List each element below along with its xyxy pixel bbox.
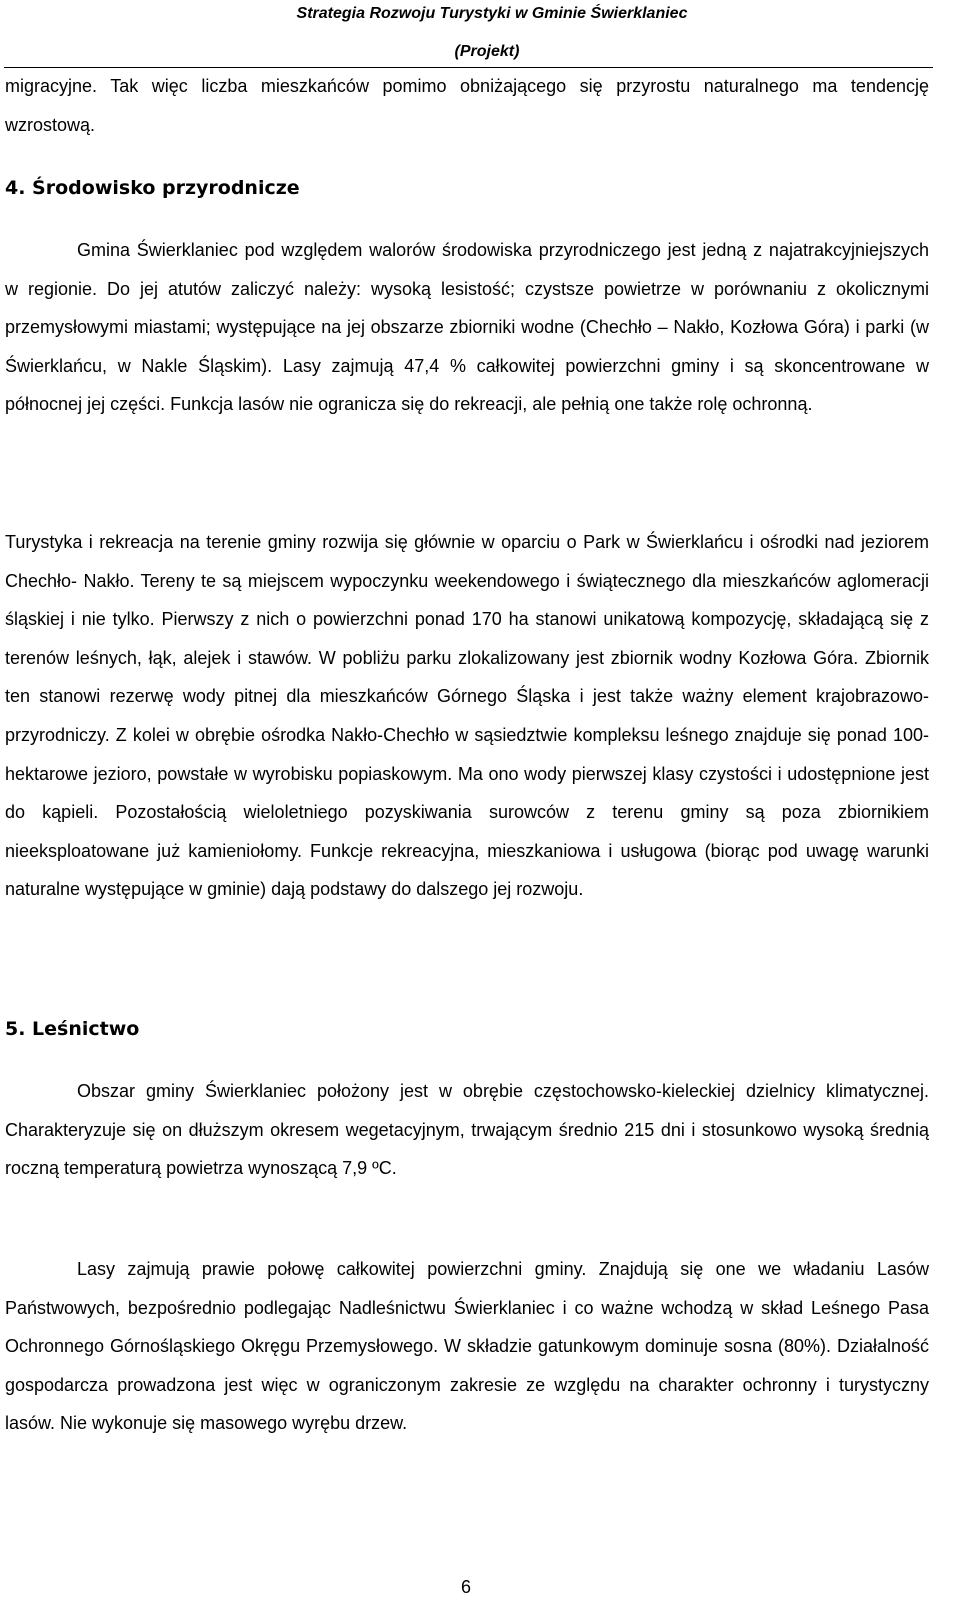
- section-body-forestry-2: [5, 1250, 929, 1443]
- section-body-environment-1: [5, 231, 929, 424]
- paragraph: Turystyka i rekreacja na terenie gminy rozwija się głównie w oparciu o Park w Świerklańcu i ośrodki nad jeziorem Chechło- Nakło. Tereny te są miejscem wypoczynku weekendowego i świątecznego dla mieszkańców aglomeracji śląskiej i nie tylko. Pierwszy z nich o powierzchni ponad 170 ha stanowi unikatową kompozycję, składającą się z terenów leśnych, łąk, alejek i stawów. W pobliżu parku zlokalizowany jest zbiornik wodny Kozłowa Góra. Zbiornik ten stanowi rezerwę wody pitnej dla mieszkańców Górnego Śląska i jest także ważny element krajobrazowo-przyrodniczy. Z kolei w obrębie ośrodka Nakło-Chechło w sąsiedztwie kompleksu leśnego znajduje się ponad 100-hektarowe jezioro, powstałe w wyrobisku popiaskowym. Ma ono wody pierwszej klasy czystości i udostępnione jest do kąpieli. Pozostałością wieloletniego pozyskiwania surowców z terenu gminy są poza zbiornikiem nieeksploatowane już kamieniołomy. Funkcje rekreacyjna, mieszkaniowa i usługowa (biorąc pod uwagę warunki naturalne występujące w gminie) dają podstawy do dalszego jej rozwoju.: [5, 532, 929, 900]
- intro-paragraph-block: [5, 67, 929, 144]
- section-body-environment-2: [5, 523, 929, 909]
- header-subtitle: (Projekt): [454, 43, 520, 60]
- section-heading-forestry: 5. Leśnictwo: [5, 1018, 140, 1040]
- paragraph: Obszar gminy Świerklaniec położony jest w obrębie częstochowsko-kieleckiej dzielnicy klimatycznej. Charakteryzuje się on dłuższym okresem wegetacyjnym, trwającym średnio 215 dni i stosunkowo wysoką średnią roczną temperaturą powietrza wynoszącą 7,9 ºC.: [5, 1081, 929, 1179]
- paragraph: Lasy zajmują prawie połowę całkowitej powierzchni gminy. Znajdują się one we władaniu Lasów Państwowych, bezpośrednio podlegając Nadleśnictwu Świerklaniec i co ważne wchodzą w skład Leśnego Pasa Ochronnego Górnośląskiego Okręgu Przemysłowego. W składzie gatunkowym dominuje sosna (80%). Działalność gospodarcza prowadzona jest więc w ograniczonym zakresie ze względu na charakter ochronny i turystyczny lasów. Nie wykonuje się masowego wyrębu drzew.: [5, 1259, 929, 1434]
- section-body-forestry-1: [5, 1072, 929, 1188]
- paragraph: Gmina Świerklaniec pod względem walorów środowiska przyrodniczego jest jedną z najatrakcyjniejszych w regionie. Do jej atutów zaliczyć należy: wysoką lesistość; czystsze powietrze w porównaniu z okolicznymi przemysłowymi miastami; występujące na jej obszarze zbiorniki wodne (Chechło – Nakło, Kozłowa Góra) i parki (w Świerklańcu, w Nakle Śląskim). Lasy zajmują 47,4 % całkowitej powierzchni gminy i są skoncentrowane w północnej jej części. Funkcja lasów nie ogranicza się do rekreacji, ale pełnią one także rolę ochronną.: [5, 240, 929, 415]
- intro-paragraph: migracyjne. Tak więc liczba mieszkańców pomimo obniżającego się przyrostu naturalnego ma tendencję wzrostową.: [5, 76, 929, 135]
- header-title: Strategia Rozwoju Turystyki w Gminie Świerklaniec: [296, 5, 688, 22]
- section-heading-environment: 4. Środowisko przyrodnicze: [5, 177, 300, 199]
- page-number: 6: [460, 1577, 471, 1597]
